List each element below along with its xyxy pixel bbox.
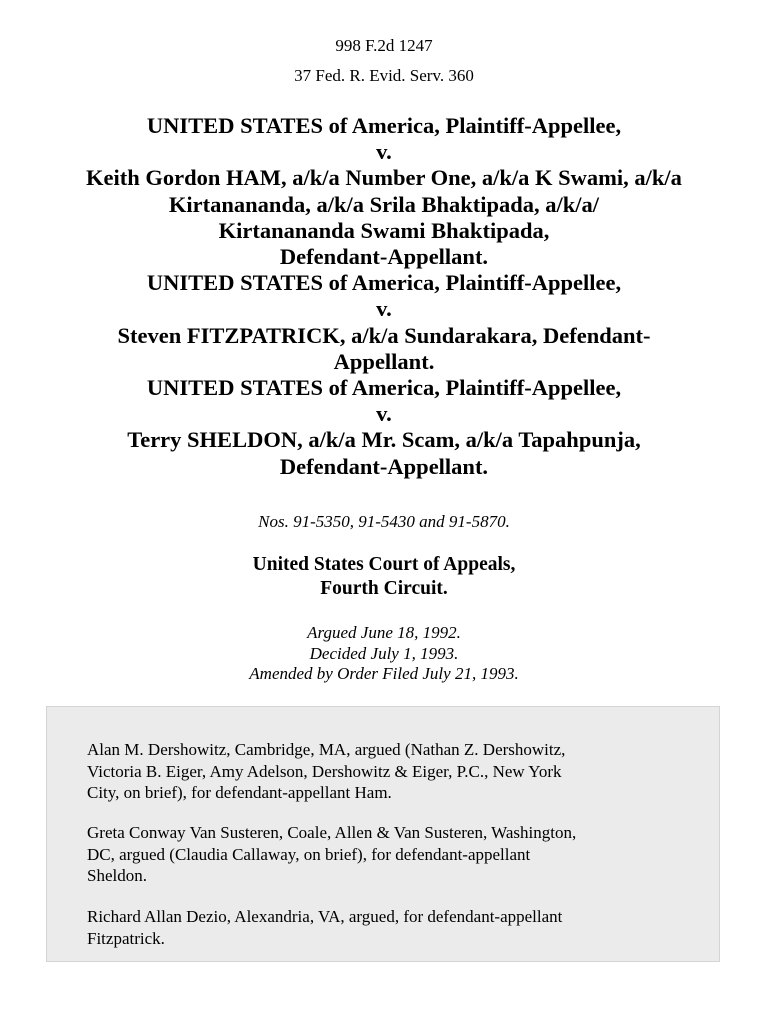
counsel-section bbox=[46, 706, 720, 962]
counsel-line: Fitzpatrick. bbox=[87, 928, 165, 948]
case-dates bbox=[0, 623, 768, 685]
counsel-paragraph bbox=[87, 739, 687, 804]
caption-line: Kirtanananda, a/k/a Srila Bhaktipada, a/k/a/ bbox=[168, 191, 600, 217]
evidence-service-citation: 37 Fed. R. Evid. Serv. 360 bbox=[294, 66, 474, 85]
caption-line: v. bbox=[376, 401, 392, 427]
docket-numbers: Nos. 91-5350, 91-5430 and 91-5870. bbox=[258, 512, 510, 531]
caption-line: Terry SHELDON, a/k/a Mr. Scam, a/k/a Tapahpunja, bbox=[127, 427, 641, 453]
court-line: United States Court of Appeals, bbox=[252, 554, 516, 575]
decided-date: Decided July 1, 1993. bbox=[309, 643, 459, 663]
caption-line: Appellant. bbox=[333, 348, 435, 374]
caption-line: Kirtanananda Swami Bhaktipada, bbox=[218, 217, 550, 243]
counsel-paragraph bbox=[87, 906, 687, 949]
caption-line: v. bbox=[376, 139, 392, 165]
counsel-line: Victoria B. Eiger, Amy Adelson, Dershowitz & Eiger, P.C., New York bbox=[87, 761, 562, 781]
counsel-line: Sheldon. bbox=[87, 866, 147, 885]
counsel-line: Greta Conway Van Susteren, Coale, Allen & Van Susteren, Washington, bbox=[87, 823, 577, 842]
caption-line: UNITED STATES of America, Plaintiff-Appellee, bbox=[146, 270, 622, 296]
counsel-line: Richard Allan Dezio, Alexandria, VA, argued, for defendant-appellant bbox=[87, 907, 563, 926]
counsel-line: DC, argued (Claudia Callaway, on brief), for defendant-appellant bbox=[87, 844, 531, 864]
counsel-line: City, on brief), for defendant-appellant Ham. bbox=[87, 783, 392, 802]
case-caption bbox=[30, 113, 738, 480]
caption-line: v. bbox=[376, 296, 392, 322]
argued-date: Argued June 18, 1992. bbox=[307, 623, 461, 642]
court-name bbox=[0, 553, 768, 601]
counsel-paragraph bbox=[87, 822, 687, 887]
caption-line: Steven FITZPATRICK, a/k/a Sundarakara, Defendant- bbox=[117, 322, 651, 348]
counsel-line: Alan M. Dershowitz, Cambridge, MA, argued (Nathan Z. Dershowitz, bbox=[87, 740, 566, 759]
caption-line: Defendant-Appellant. bbox=[279, 453, 489, 479]
caption-line: Defendant-Appellant. bbox=[279, 244, 489, 270]
caption-line: Keith Gordon HAM, a/k/a Number One, a/k/a K Swami, a/k/a bbox=[86, 165, 682, 191]
caption-line: UNITED STATES of America, Plaintiff-Appellee, bbox=[146, 113, 622, 138]
amended-date: Amended by Order Filed July 21, 1993. bbox=[249, 664, 519, 683]
court-line: Fourth Circuit. bbox=[320, 578, 448, 599]
caption-line: UNITED STATES of America, Plaintiff-Appellee, bbox=[146, 375, 622, 401]
reporter-citation: 998 F.2d 1247 bbox=[335, 36, 433, 55]
